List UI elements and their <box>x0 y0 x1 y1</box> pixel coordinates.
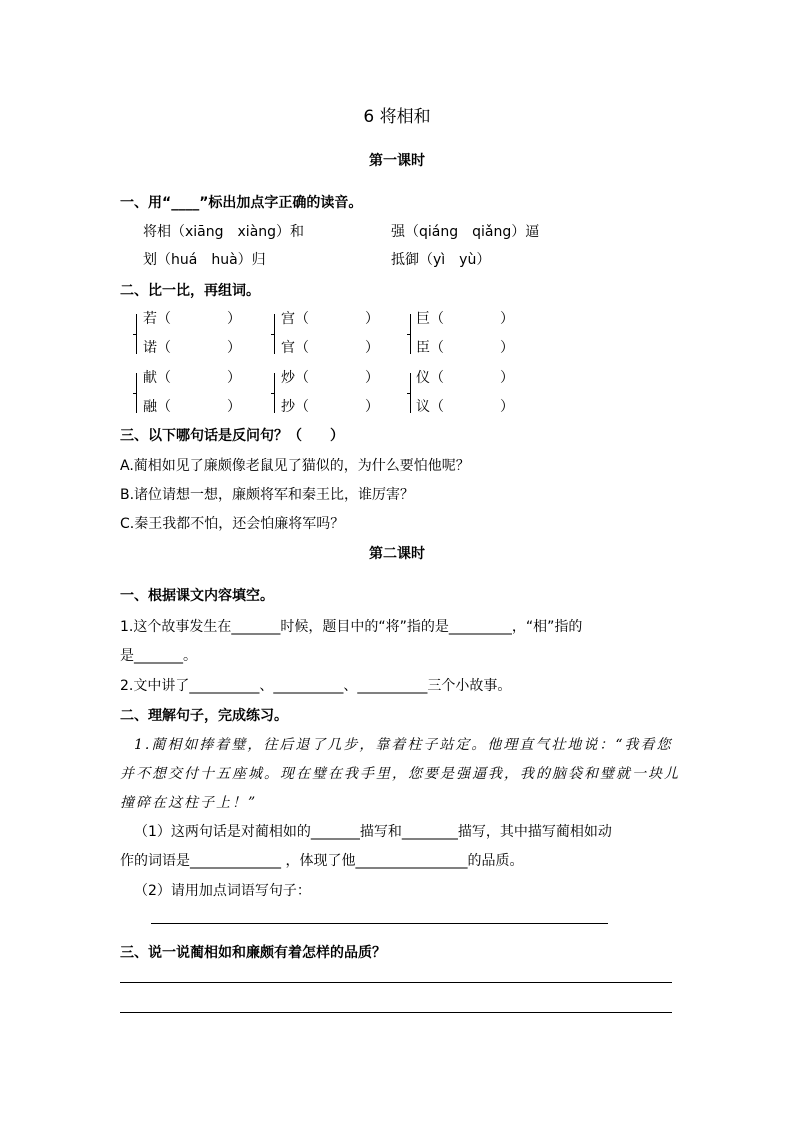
l1-q2-title: 二、比一比，再组词。 <box>120 283 260 299</box>
fill-line-1b: 是_______。 <box>120 648 197 664</box>
pair-char-bottom: 议（ ） <box>416 399 514 415</box>
lesson2-heading: 第二课时 <box>369 546 425 562</box>
pair-char-top: 炒（ ） <box>281 370 379 386</box>
pinyin-item-2: 强（qiáng qiǎng）逼 <box>391 224 540 240</box>
pair-char-top: 若（ ） <box>143 311 241 327</box>
passage-line-1: 1.蔺相如捧着璧，往后退了几步，靠着柱子站定。他理直气壮地说：“我看您 <box>134 737 673 753</box>
option-b: B.诸位请想一想，廉颇将军和秦王比，谁厉害？ <box>120 487 415 503</box>
sub-question-2: （2）请用加点词语写句子： <box>134 883 311 899</box>
pair-char-bottom: 抄（ ） <box>281 399 379 415</box>
answer-line[interactable] <box>120 1012 672 1013</box>
l2-q3-title: 三、说一说蔺相如和廉颇有着怎样的品质？ <box>120 945 386 961</box>
pair-char-top: 巨（ ） <box>416 311 514 327</box>
pair-char-bottom: 官（ ） <box>281 340 379 356</box>
fill-line-2: 2.文中讲了__________、__________、__________三个小故事。 <box>120 678 512 694</box>
pair-char-bottom: 融（ ） <box>143 399 241 415</box>
sub-question-1b: 作的词语是_____________ ，体现了他________________的品质。 <box>120 853 524 869</box>
pinyin-item-4: 抵御（yì yù） <box>391 252 491 268</box>
pair-char-top: 献（ ） <box>143 370 241 386</box>
answer-line[interactable] <box>151 923 608 924</box>
pinyin-item-1: 将相（xiāng xiàng）和 <box>143 224 305 240</box>
answer-line[interactable] <box>120 982 672 983</box>
passage-line-2: 并不想交付十五座城。现在璧在我手里，您要是强逼我，我的脑袋和璧就一块儿 <box>120 766 680 782</box>
option-c: C.秦王我都不怕，还会怕廉将军吗？ <box>120 516 345 532</box>
l1-q3-title: 三、以下哪句话是反问句？（ ） <box>120 428 344 444</box>
page-title: 6 将相和 <box>363 107 431 127</box>
passage-line-3: 撞碎在这柱子上！” <box>120 795 258 811</box>
pair-char-bottom: 臣（ ） <box>416 340 514 356</box>
l1-q1-title: 一、用“____”标出加点字正确的读音。 <box>120 195 363 211</box>
pair-char-top: 仪（ ） <box>416 370 514 386</box>
pair-char-bottom: 诺（ ） <box>143 340 241 356</box>
sub-question-1a: （1）这两句话是对蔺相如的_______描写和________描写，其中描写蔺相如动 <box>134 824 612 840</box>
lesson1-heading: 第一课时 <box>369 153 425 169</box>
l2-q2-title: 二、理解句子，完成练习。 <box>120 708 288 724</box>
option-a: A.蔺相如见了廉颇像老鼠见了猫似的，为什么要怕他呢？ <box>120 458 470 474</box>
pinyin-item-3: 划（huá huà）归 <box>143 252 266 268</box>
fill-line-1: 1.这个故事发生在_______时候，题目中的“将”指的是_________，“相”指的 <box>120 619 583 635</box>
l2-q1-title: 一、根据课文内容填空。 <box>120 588 274 604</box>
pair-char-top: 宫（ ） <box>281 311 379 327</box>
